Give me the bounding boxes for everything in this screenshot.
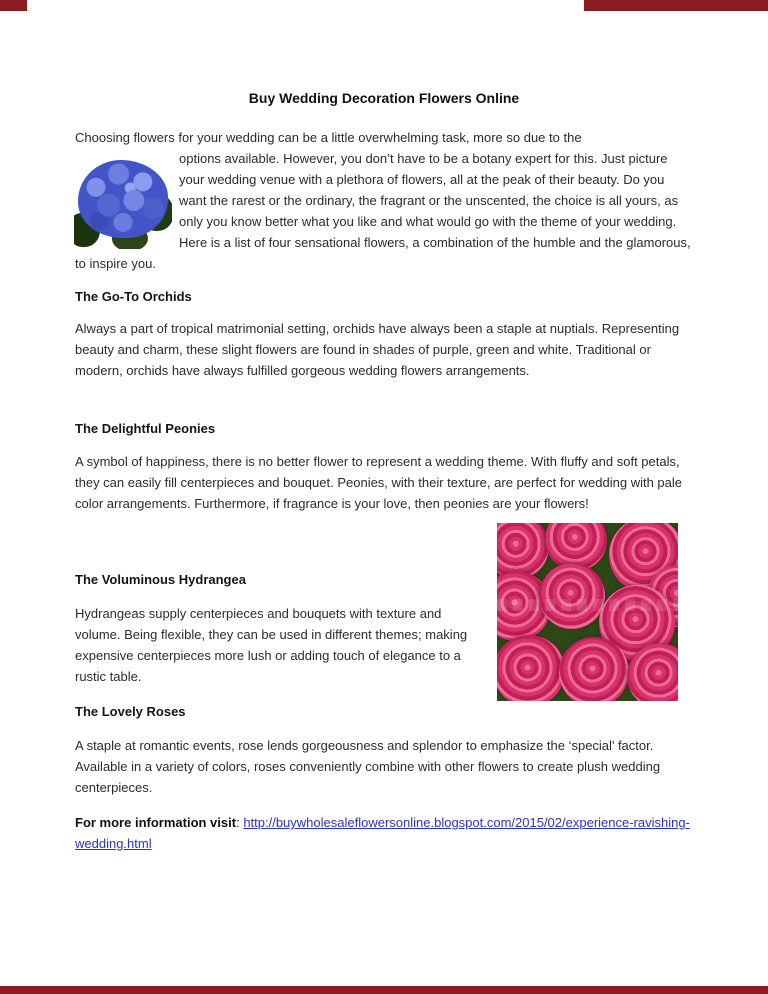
- top-right-edge-mark: [584, 0, 768, 11]
- photo-watermark: [497, 599, 678, 611]
- section-heading-hydrangea: The Voluminous Hydrangea: [75, 572, 246, 587]
- page-title: Buy Wedding Decoration Flowers Online: [248, 90, 520, 106]
- more-info-label: For more information visit: [75, 815, 237, 830]
- section-body-roses: A staple at romantic events, rose lends gorgeousness and splendor to emphasize the ‘special’ factor. Available in a variety of colors, roses conveniently combine with other flowers to create plush wedding centerpieces.: [75, 738, 661, 795]
- rose-blossom: [559, 637, 629, 701]
- more-info-line: [75, 812, 693, 854]
- blogspot-link[interactable]: http://buywholesaleflowersonline.blogspot.com/2015/02/experience-ravishing-wedding.html: [75, 815, 690, 851]
- blue-hydrangea-photo: [74, 155, 172, 249]
- top-left-edge-mark: [0, 0, 27, 11]
- rose-blossom: [497, 635, 565, 701]
- intro-paragraph-text: options available. However, you don’t have to be a botany expert for this. Just picture your wedding venue with a plethora of flowers, all at the peak of their beauty. Do you want the rarest or the ordinary, the fragrant or the unscented, the choice is all yours, as only you know better what you like and what would go with the theme of your wedding. Here is a list of four sensational flowers, a combination of the humble and the glamorous, to inspire you.: [75, 151, 691, 271]
- section-body-orchids: Always a part of tropical matrimonial setting, orchids have always been a staple at nuptials. Representing beauty and charm, these slight flowers are found in shades of purple, green and white. Traditional or modern, orchids have always fulfilled gorgeous wedding flowers arrangements.: [75, 321, 680, 378]
- intro-paragraph-line1: Choosing flowers for your wedding can be a little overwhelming task, more so due to the: [75, 130, 582, 145]
- section-heading-orchids: The Go-To Orchids: [75, 289, 192, 304]
- bottom-edge-bar: [0, 986, 768, 994]
- red-roses-photo: [497, 523, 678, 701]
- rose-blossom: [497, 523, 549, 579]
- rose-blossom: [539, 563, 605, 629]
- hydrangea-bloom: [78, 160, 168, 238]
- section-body-hydrangea: Hydrangeas supply centerpieces and bouquets with texture and volume. Being flexible, they can be used in different themes; making expensive centerpieces more lush or adding touch of elegance to a rustic table.: [75, 606, 468, 684]
- section-heading-roses: The Lovely Roses: [75, 704, 186, 719]
- more-info-separator: :: [236, 815, 244, 830]
- section-body-peonies: A symbol of happiness, there is no better flower to represent a wedding theme. With fluffy and soft petals, they can easily fill centerpieces and bouquet. Peonies, with their texture, are perfect for wedding with pale color arrangements. Furthermore, if fragrance is your love, then peonies are your flowers!: [75, 454, 683, 511]
- section-heading-peonies: The Delightful Peonies: [75, 421, 216, 436]
